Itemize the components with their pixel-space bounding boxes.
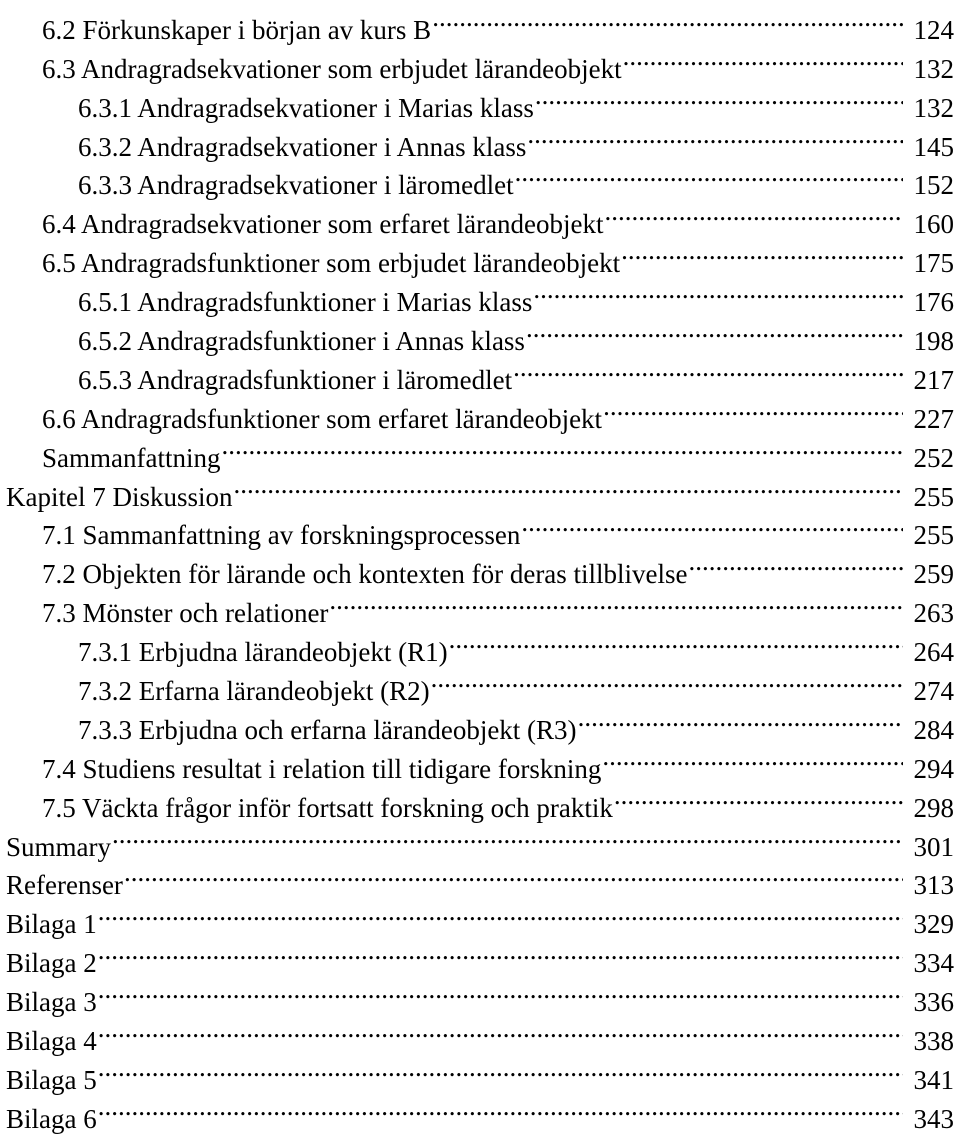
- toc-entry-title: Bilaga 6: [6, 1103, 97, 1134]
- toc-dot-leader: [98, 1050, 903, 1089]
- toc-entry-title: 6.5.2 Andragradsfunktioner i Annas klass: [78, 326, 525, 357]
- toc-dot-leader: [98, 972, 903, 1011]
- toc-dot-leader: [431, 661, 903, 700]
- toc-dot-leader: [526, 311, 903, 350]
- toc-entry-title: 7.3.3 Erbjudna och erfarna lärandeobjekt (R3): [78, 714, 577, 745]
- toc-entry-page-number: 198: [913, 326, 954, 357]
- toc-entry-page-number: 252: [913, 442, 954, 473]
- toc-dot-leader: [124, 856, 903, 895]
- toc-dot-leader: [329, 583, 903, 622]
- toc-dot-leader: [535, 78, 903, 117]
- toc-entry-page-number: 341: [913, 1064, 954, 1095]
- toc-entry-page-number: 124: [913, 14, 954, 45]
- toc-entry-page-number: 274: [913, 676, 954, 707]
- toc-dot-leader: [98, 933, 903, 972]
- toc-entry-page-number: 255: [913, 481, 954, 512]
- toc-entry[interactable]: [0, 1050, 960, 1095]
- toc-entry-title: Bilaga 5: [6, 1064, 97, 1095]
- toc-entry-page-number: 343: [913, 1103, 954, 1134]
- toc-entry-page-number: 145: [913, 131, 954, 162]
- toc-entry-title: 6.3.1 Andragradsekvationer i Marias klass: [78, 92, 534, 123]
- toc-entry-page-number: 298: [913, 792, 954, 823]
- toc-entry-page-number: 176: [913, 287, 954, 318]
- toc-entry-title: 6.4 Andragradsekvationer som erfaret lärandeobjekt: [42, 209, 604, 240]
- toc-dot-leader: [112, 817, 903, 856]
- toc-entry-title: 6.3.3 Andragradsekvationer i läromedlet: [78, 170, 514, 201]
- toc-entry-page-number: 152: [913, 170, 954, 201]
- toc-entry-title: 7.5 Väckta frågor inför fortsatt forskning och praktik: [42, 792, 613, 823]
- toc-entry-title: Bilaga 4: [6, 1026, 97, 1057]
- toc-entry-title: 7.2 Objekten för lärande och kontexten för deras tillblivelse: [42, 559, 688, 590]
- toc-entry-page-number: 227: [913, 403, 954, 434]
- toc-entry[interactable]: [0, 933, 960, 979]
- toc-entry-title: 6.5 Andragradsfunktioner som erbjudet lärandeobjekt: [42, 248, 621, 279]
- toc-entry-title: 6.2 Förkunskaper i början av kurs B: [42, 14, 432, 45]
- toc-dot-leader: [513, 350, 903, 389]
- toc-entry-title: 7.4 Studiens resultat i relation till tidigare forskning: [42, 753, 602, 784]
- toc-entry-title: Bilaga 3: [6, 987, 97, 1018]
- toc-entry[interactable]: [0, 894, 960, 940]
- toc-entry-page-number: 259: [913, 559, 954, 590]
- toc-entry[interactable]: [0, 817, 960, 862]
- toc-entry-title: 6.6 Andragradsfunktioner som erfaret lärandeobjekt: [42, 403, 603, 434]
- toc-entry-page-number: 329: [913, 909, 954, 940]
- toc-dot-leader: [98, 1011, 903, 1050]
- toc-entry-title: 6.3.2 Andragradsekvationer i Annas klass: [78, 131, 527, 162]
- toc-dot-leader: [578, 700, 903, 739]
- toc-dot-leader: [533, 272, 903, 311]
- toc-dot-leader: [689, 544, 903, 583]
- toc-dot-leader: [602, 739, 903, 778]
- toc-entry-title: 7.3.2 Erfarna lärandeobjekt (R2): [78, 676, 430, 707]
- toc-entry-page-number: 336: [913, 987, 954, 1018]
- toc-entry-title: Summary: [6, 831, 111, 862]
- toc-entry-page-number: 132: [913, 53, 954, 84]
- toc-entry-page-number: 338: [913, 1026, 954, 1057]
- toc-entry-page-number: 175: [913, 248, 954, 279]
- toc-dot-leader: [521, 506, 903, 545]
- toc-entry-page-number: 263: [913, 598, 954, 629]
- toc-dot-leader: [621, 233, 903, 272]
- toc-entry[interactable]: [0, 1089, 960, 1134]
- toc-dot-leader: [98, 1089, 903, 1128]
- toc-entry-page-number: 255: [913, 520, 954, 551]
- toc-entry-title: Sammanfattning: [42, 442, 221, 473]
- toc-dot-leader: [614, 778, 903, 817]
- toc-dot-leader: [221, 428, 903, 467]
- toc-entry-title: 7.3 Mönster och relationer: [42, 598, 329, 629]
- toc-entry-page-number: 264: [913, 637, 954, 668]
- toc-entry-title: Referenser: [6, 870, 123, 901]
- toc-entry[interactable]: [0, 0, 960, 45]
- toc-entry-page-number: 294: [913, 753, 954, 784]
- toc-entry-page-number: 132: [913, 92, 954, 123]
- toc-entry-title: 7.3.1 Erbjudna lärandeobjekt (R1): [78, 637, 448, 668]
- toc-dot-leader: [605, 194, 903, 233]
- toc-entry-title: 7.1 Sammanfattning av forskningsprocessen: [42, 520, 521, 551]
- toc-dot-leader: [515, 156, 903, 195]
- toc-entry[interactable]: [0, 972, 960, 1018]
- toc-entry-page-number: 217: [913, 364, 954, 395]
- toc-entry-page-number: 301: [913, 831, 954, 862]
- toc-entry-page-number: 334: [913, 948, 954, 979]
- toc-dot-leader: [432, 0, 903, 39]
- toc-dot-leader: [98, 894, 903, 933]
- toc-entry-title: Bilaga 2: [6, 948, 97, 979]
- toc-dot-leader: [449, 622, 903, 661]
- toc-entry-title: Kapitel 7 Diskussion: [6, 481, 233, 512]
- toc-entry-title: 6.5.1 Andragradsfunktioner i Marias klass: [78, 287, 533, 318]
- toc-dot-leader: [234, 467, 904, 506]
- toc-entry-page-number: 284: [913, 714, 954, 745]
- toc-entry-page-number: 160: [913, 209, 954, 240]
- toc-entry-title: 6.3 Andragradsekvationer som erbjudet lärandeobjekt: [42, 53, 622, 84]
- toc-dot-leader: [623, 39, 903, 78]
- toc-dot-leader: [603, 389, 903, 428]
- toc-entry[interactable]: [0, 856, 960, 901]
- toc-entry-title: 6.5.3 Andragradsfunktioner i läromedlet: [78, 364, 513, 395]
- toc-entry-title: Bilaga 1: [6, 909, 97, 940]
- toc-entry-page-number: 313: [913, 870, 954, 901]
- toc-dot-leader: [527, 117, 903, 156]
- toc-entry[interactable]: [0, 1011, 960, 1057]
